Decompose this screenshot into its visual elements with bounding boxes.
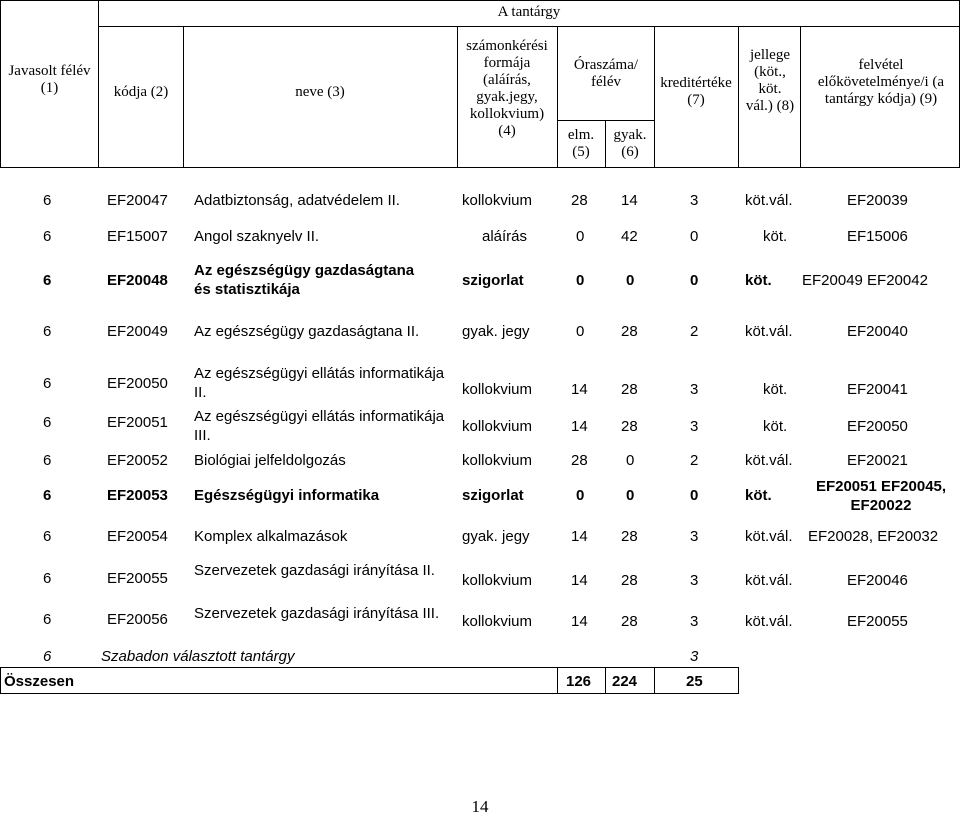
- row-2-gyak: 42: [621, 228, 638, 245]
- row-11-gyak: 28: [621, 613, 638, 630]
- row-10-type: köt.vál.: [745, 572, 793, 589]
- header-col-type: jellege (köt., köt. vál.) (8): [745, 47, 795, 114]
- row-9-credit: 3: [690, 528, 699, 545]
- row-8-credit: 0: [690, 487, 699, 504]
- row-7-code: EF20052: [107, 452, 168, 469]
- row-5-elm: 14: [571, 381, 588, 398]
- row-9-exam: gyak. jegy: [462, 528, 530, 545]
- row-1-gyak: 14: [621, 192, 638, 209]
- total-elm: 126: [566, 673, 592, 690]
- row-5-semester: 6: [43, 375, 52, 392]
- row-5-exam: kollokvium: [462, 381, 533, 398]
- row-5-credit: 3: [690, 381, 699, 398]
- row-6-gyak: 28: [621, 418, 638, 435]
- row-7-prereq: EF20021: [847, 452, 908, 469]
- header-col-exam: számonkérési formája (aláírás, gyak.jegy, kollokvium) (4): [466, 38, 548, 139]
- header-col-gyak: gyak. (6): [613, 127, 647, 160]
- header-col-semester: Javasolt félév (1): [8, 63, 91, 96]
- row-6-name: Az egészségügyi ellátás informatikája III.: [194, 408, 445, 444]
- row-8-semester: 6: [43, 487, 52, 504]
- header-sep-7: [738, 26, 739, 168]
- row-6-type: köt.: [763, 418, 788, 435]
- row-11-semester: 6: [43, 611, 52, 628]
- row-8-code: EF20053: [107, 487, 168, 504]
- row-3-name: Az egészségügy gazdaságtana és statisztikája: [194, 262, 415, 298]
- header-col-prereq: felvétel előkövetelménye/i (a tantárgy kódja) (9): [817, 57, 945, 107]
- elective-semester: 6: [43, 648, 52, 665]
- row-4-prereq: EF20040: [847, 323, 908, 340]
- row-1-semester: 6: [43, 192, 52, 209]
- row-4-name: Az egészségügy gazdaságtana II.: [194, 323, 420, 340]
- row-5-code: EF20050: [107, 375, 168, 392]
- row-10-code: EF20055: [107, 570, 168, 587]
- row-7-type: köt.vál.: [745, 452, 793, 469]
- row-10-exam: kollokvium: [462, 572, 533, 589]
- header-sep-5: [605, 120, 606, 168]
- row-5-type: köt.: [763, 381, 788, 398]
- row-3-exam: szigorlat: [462, 272, 524, 289]
- row-10-name: Szervezetek gazdasági irányítása II.: [194, 562, 435, 579]
- row-6-semester: 6: [43, 414, 52, 431]
- total-row-right-border: [738, 667, 739, 694]
- row-4-type: köt.vál.: [745, 323, 793, 340]
- row-10-credit: 3: [690, 572, 699, 589]
- row-2-code: EF15007: [107, 228, 168, 245]
- row-6-code: EF20051: [107, 414, 168, 431]
- row-7-elm: 28: [571, 452, 588, 469]
- row-4-exam: gyak. jegy: [462, 323, 530, 340]
- total-row-top-border: [0, 667, 738, 668]
- total-row-left-border: [0, 667, 1, 694]
- header-group-underline: [98, 26, 960, 27]
- row-6-exam: kollokvium: [462, 418, 533, 435]
- row-6-credit: 3: [690, 418, 699, 435]
- row-4-gyak: 28: [621, 323, 638, 340]
- row-1-code: EF20047: [107, 192, 168, 209]
- row-11-type: köt.vál.: [745, 613, 793, 630]
- row-3-type: köt.: [745, 272, 772, 289]
- row-6-prereq: EF20050: [847, 418, 908, 435]
- header-col-code: kódja (2): [113, 84, 169, 100]
- row-1-exam: kollokvium: [462, 192, 533, 209]
- row-9-code: EF20054: [107, 528, 168, 545]
- row-11-exam: kollokvium: [462, 613, 533, 630]
- row-5-name: Az egészségügyi ellátás informatikája II.: [194, 365, 445, 401]
- row-8-prereq: EF20051 EF20045, EF20022: [815, 478, 947, 514]
- row-1-prereq: EF20039: [847, 192, 908, 209]
- row-5-gyak: 28: [621, 381, 638, 398]
- total-gyak: 224: [612, 673, 638, 690]
- header-col-elm: elm. (5): [567, 127, 595, 160]
- row-4-credit: 2: [690, 323, 699, 340]
- total-row-sep-2: [605, 667, 606, 694]
- header-bottom-border: [0, 167, 960, 168]
- row-1-credit: 3: [690, 192, 699, 209]
- row-10-elm: 14: [571, 572, 588, 589]
- row-7-name: Biológiai jelfeldolgozás: [194, 452, 346, 469]
- header-col-hours: Óraszáma/ félév: [573, 57, 639, 90]
- row-7-credit: 2: [690, 452, 699, 469]
- row-4-elm: 0: [576, 323, 585, 340]
- row-7-exam: kollokvium: [462, 452, 533, 469]
- total-row-bottom-border: [0, 693, 738, 694]
- row-5-prereq: EF20041: [847, 381, 908, 398]
- total-row-sep-1: [557, 667, 558, 694]
- row-4-code: EF20049: [107, 323, 168, 340]
- row-11-credit: 3: [690, 613, 699, 630]
- total-label: Összesen: [4, 673, 75, 690]
- row-4-semester: 6: [43, 323, 52, 340]
- row-3-semester: 6: [43, 272, 52, 289]
- row-1-name: Adatbiztonság, adatvédelem II.: [194, 192, 400, 209]
- row-9-name: Komplex alkalmazások: [194, 528, 348, 545]
- row-7-semester: 6: [43, 452, 52, 469]
- row-1-elm: 28: [571, 192, 588, 209]
- row-9-semester: 6: [43, 528, 52, 545]
- header-left-border: [0, 0, 1, 168]
- header-sep-3: [457, 26, 458, 168]
- row-11-name: Szervezetek gazdasági irányítása III.: [194, 605, 440, 622]
- row-2-name: Angol szaknyelv II.: [194, 228, 320, 245]
- row-2-exam: aláírás: [482, 228, 528, 245]
- header-sep-8: [800, 26, 801, 168]
- header-group-title: A tantárgy: [497, 4, 561, 20]
- row-8-name: Egészségügyi informatika: [194, 487, 380, 504]
- row-9-gyak: 28: [621, 528, 638, 545]
- row-10-prereq: EF20046: [847, 572, 908, 589]
- row-11-elm: 14: [571, 613, 588, 630]
- row-8-elm: 0: [576, 487, 585, 504]
- header-sep-6: [654, 26, 655, 168]
- row-3-prereq: EF20049 EF20042: [802, 272, 928, 289]
- row-3-credit: 0: [690, 272, 699, 289]
- row-2-credit: 0: [690, 228, 699, 245]
- row-6-elm: 14: [571, 418, 588, 435]
- row-7-gyak: 0: [626, 452, 635, 469]
- row-2-type: köt.: [763, 228, 788, 245]
- row-2-prereq: EF15006: [847, 228, 908, 245]
- row-8-gyak: 0: [626, 487, 635, 504]
- row-11-prereq: EF20055: [847, 613, 908, 630]
- row-2-semester: 6: [43, 228, 52, 245]
- row-3-elm: 0: [576, 272, 585, 289]
- elective-credit: 3: [690, 648, 699, 665]
- row-3-code: EF20048: [107, 272, 168, 289]
- elective-label: Szabadon választott tantárgy: [101, 648, 295, 665]
- header-col-credit: kreditértéke (7): [660, 75, 732, 108]
- page-number: 14: [471, 797, 489, 816]
- row-8-type: köt.: [745, 487, 772, 504]
- total-row-sep-3: [654, 667, 655, 694]
- row-11-code: EF20056: [107, 611, 168, 628]
- total-credit: 25: [686, 673, 703, 690]
- header-top-border: [0, 0, 960, 1]
- row-10-semester: 6: [43, 570, 52, 587]
- row-9-type: köt.vál.: [745, 528, 793, 545]
- row-3-gyak: 0: [626, 272, 635, 289]
- row-9-elm: 14: [571, 528, 588, 545]
- row-2-elm: 0: [576, 228, 585, 245]
- header-col-name: neve (3): [295, 84, 345, 100]
- row-9-prereq: EF20028, EF20032: [808, 528, 939, 545]
- row-8-exam: szigorlat: [462, 487, 524, 504]
- header-sep-4: [557, 26, 558, 168]
- row-10-gyak: 28: [621, 572, 638, 589]
- row-1-type: köt.vál.: [745, 192, 793, 209]
